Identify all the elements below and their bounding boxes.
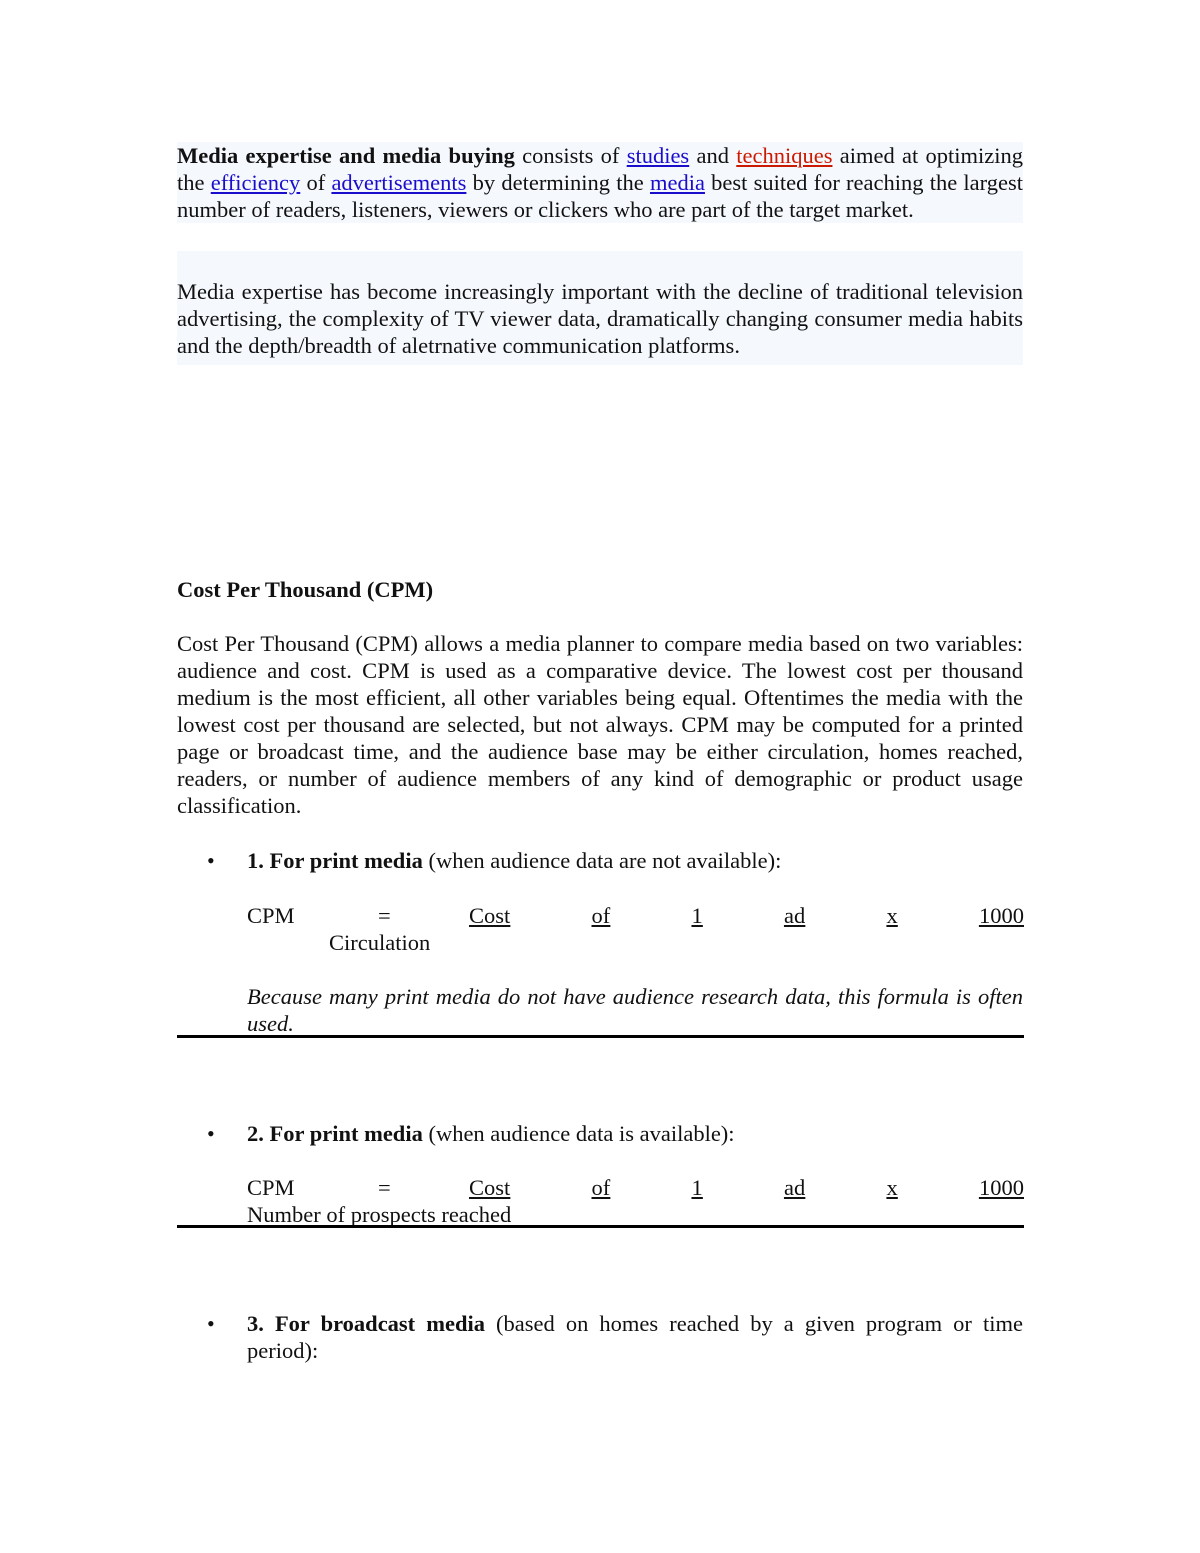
formula-1	[247, 902, 1024, 929]
link-efficiency[interactable]: efficiency	[210, 170, 301, 195]
cpm-body: Cost Per Thousand (CPM) allows a media planner to compare media based on two variables: audience and cost. CPM is used as a comparative device. The lowest cost per thousand medium is the most efficient, all other variables being equal. Oftentimes the media with the lowest cost per thousand are selected, but not always. CPM may be computed for a printed page or broadcast time, and the audience base may be either circulation, homes reached, readers, or number of audience members of any kind of demographic or product usage classification.	[177, 631, 1023, 818]
list-item-2	[247, 1120, 1023, 1147]
formula-2-denominator: Number of prospects reached	[247, 1202, 512, 1227]
formula-2-num-term: 1	[691, 1175, 703, 1200]
formula-2-lhs: CPM	[247, 1175, 295, 1200]
formula-1-denominator: Circulation	[329, 930, 431, 955]
formula-1-num-term: x	[886, 903, 898, 928]
bullet-3: •	[207, 1311, 215, 1336]
formula-1-num-term: ad	[783, 903, 806, 928]
formula-1-num-term: 1	[691, 903, 703, 928]
formula-2-eq: =	[378, 1175, 391, 1200]
formula-2-num-term: ad	[783, 1175, 806, 1200]
link-media[interactable]: media	[649, 170, 705, 195]
formula-1-num-term: 1000	[978, 903, 1024, 928]
formula-1-num-term: of	[591, 903, 611, 928]
intro-bold-lead: Media expertise and media buying	[177, 143, 515, 168]
formula-2-num-term: Cost	[469, 1175, 511, 1200]
formula-1-num-term: Cost	[469, 903, 511, 928]
intro-text: and	[689, 143, 737, 168]
section-divider-1	[177, 1035, 1024, 1038]
formula-2-numerator	[469, 1174, 1024, 1201]
intro-text: of	[300, 170, 332, 195]
item-2-label: 2. For print media	[247, 1121, 423, 1146]
intro-paragraph	[177, 142, 1023, 223]
item-3-note: (based on homes reached by a given program or time period):	[247, 1311, 1023, 1363]
formula-2-num-term: 1000	[978, 1175, 1024, 1200]
intro-text: best suited for reaching the largest number of readers, listeners, viewers or clickers who are part of the target market.	[177, 170, 1024, 222]
formula-2-num-term: x	[886, 1175, 898, 1200]
cpm-heading-text: Cost Per Thousand (CPM)	[177, 577, 434, 602]
link-advertisements[interactable]: advertisements	[331, 170, 467, 195]
formula-1-lhs: CPM	[247, 903, 295, 928]
intro-text: by determining the	[466, 170, 650, 195]
link-techniques[interactable]: techniques	[736, 143, 833, 168]
item-1-remark: Because many print media do not have audience research data, this formula is often used.	[247, 984, 1023, 1036]
link-studies[interactable]: studies	[626, 143, 690, 168]
list-item-3	[247, 1310, 1023, 1364]
item-1-note: (when audience data are not available):	[422, 848, 782, 873]
item-2-note: (when audience data is available):	[422, 1121, 735, 1146]
bullet-2: •	[207, 1121, 215, 1146]
formula-2-num-term: of	[591, 1175, 611, 1200]
intro-paragraph-2	[177, 251, 1023, 278]
intro-text: consists of	[514, 143, 627, 168]
formula-2	[247, 1174, 1024, 1201]
section-divider-2	[177, 1225, 1024, 1228]
item-1-label: 1. For print media	[247, 848, 423, 873]
list-item-1	[247, 847, 1023, 874]
intro-paragraph-2-text: Media expertise has become increasingly important with the decline of traditional television advertising, the complexity of TV viewer data, dramatically changing consumer media habits and the depth/breadth of aletrnative communication platforms.	[177, 278, 1023, 365]
cpm-heading	[177, 576, 1023, 603]
bullet-1: •	[207, 848, 215, 873]
formula-1-numerator	[469, 902, 1024, 929]
intro-text: aimed at optimizing the	[177, 143, 1023, 195]
formula-1-eq: =	[378, 903, 391, 928]
item-3-label: 3. For broadcast media	[247, 1311, 485, 1336]
